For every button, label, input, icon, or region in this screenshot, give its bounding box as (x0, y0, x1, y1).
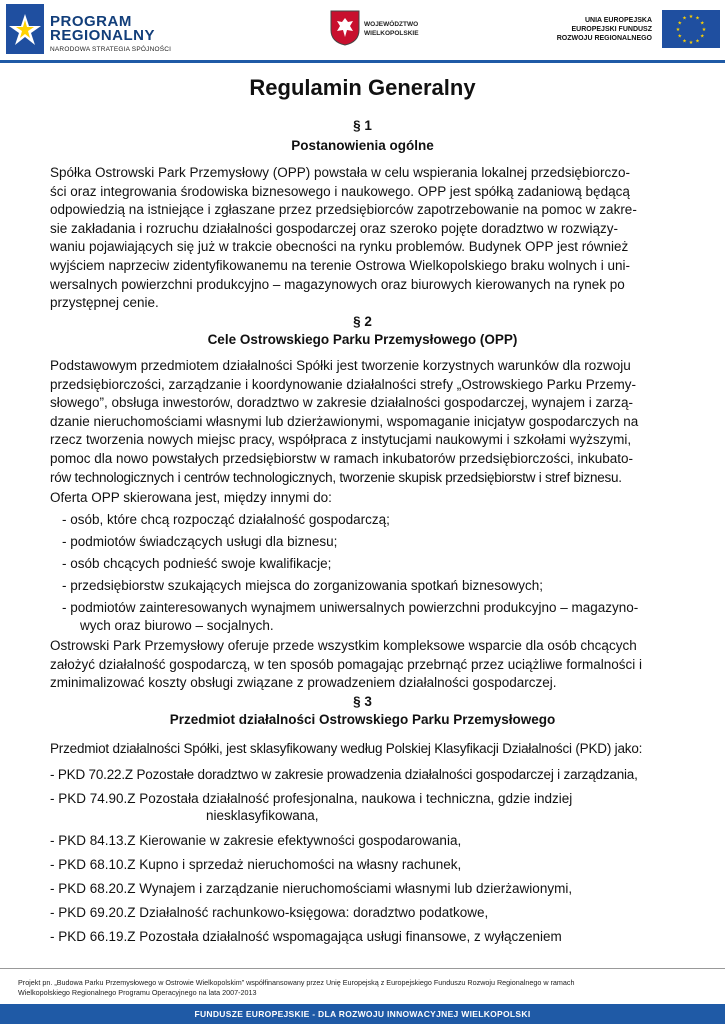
text-line: Ostrowski Park Przemysłowy oferuje przede wszystkim kompleksowe wsparcie dla osób chcących (50, 638, 637, 653)
pkd-item: - PKD 84.13.Z Kierowanie w zakresie efektywności gospodarowania, (50, 833, 462, 848)
svg-text:★: ★ (675, 27, 681, 33)
pkd-item: - PKD 68.10.Z Kupno i sprzedaż nieruchomości na własny rachunek, (50, 857, 462, 872)
eu-label-line1: UNIA EUROPEJSKA (584, 17, 652, 24)
list-item: - osób chcących podnieść swoje kwalifikacje; (62, 556, 332, 571)
pkd-item: - PKD 66.19.Z Pozostała działalność wspomagająca usługi finansowe, z wyłączeniem (50, 929, 562, 944)
text-line: Spółka Ostrowski Park Przemysłowy (OPP) powstała w celu wspierania lokalnej przedsiębiorczo- (50, 165, 630, 180)
offer-intro: Oferta OPP skierowana jest, między innymi do: (50, 490, 332, 505)
wojewodztwo-label-line2: WIELKOPOLSKIE (364, 30, 419, 37)
eagle-shield-icon (330, 10, 360, 46)
footer-note (18, 978, 708, 998)
section-1-heading: Postanowienia ogólne (291, 138, 434, 153)
section-1-number: § 1 (353, 118, 372, 133)
list-item: - podmiotów świadczących usługi dla biznesu; (62, 534, 338, 549)
text-line: wyjściem naprzeciw zidentyfikowanemu na terenie Ostrowa Wielkopolskiego braku wolnych i uni- (50, 257, 630, 273)
text-line: waniu pojawiających się już w trakcie obecności na rynku problemów. Budynek OPP jest również (50, 239, 629, 255)
section-2-heading: Cele Ostrowskiego Parku Przemysłowego (OPP) (207, 332, 518, 347)
text-line: przystępnej cenie. (50, 295, 159, 311)
header-divider (0, 60, 725, 63)
svg-text:★: ★ (688, 14, 694, 20)
text-line: słowego”, obsługa inwestorów, doradztwo w zakresie działalności gospodarczej, wynajem i zarzą- (50, 395, 634, 411)
text-line: rzecz tworzenia nowych miejsc pracy, współpraca z instytucjami naukowymi i szkołami wyższymi, (50, 432, 632, 448)
pkd-item: - PKD 70.22.Z Pozostałe doradztwo w zakresie prowadzenia działalności gospodarczej i zarządzania, (50, 767, 638, 782)
program-regionalny-logo (6, 4, 196, 56)
svg-text:★: ★ (677, 20, 682, 27)
text-line: wersalnych powierzchni produkcyjno – magazynowych oraz biurowych kierowanych na rynek po (50, 276, 625, 292)
svg-text:★: ★ (682, 38, 687, 45)
pkd-item: - PKD 68.20.Z Wynajem i zarządzanie nieruchomościami własnymi lub dzierżawionymi, (50, 881, 573, 896)
wojewodztwo-label-line1: WOJEWÓDZTWO (364, 21, 419, 28)
text-line: dzanie nieruchomościami własnymi lub dzierżawionymi, wspomaganie inicjatyw gospodarczych na (50, 413, 639, 429)
page-title: Regulamin Generalny (249, 75, 476, 100)
text-line: pomoc dla nowo powstałych przedsiębiorstw w ramach inkubatorów przedsiębiorczości, inkubato- (50, 450, 634, 466)
section-2-closing-paragraph (50, 637, 682, 693)
svg-text:★: ★ (682, 15, 687, 22)
text-line: zminimalizować koszty obsługi związane z prowadzeniem działalności gospodarczej. (50, 675, 557, 691)
svg-text:★: ★ (701, 27, 707, 33)
list-item: - osób, które chcą rozpocząć działalność gospodarczą; (62, 512, 390, 527)
text-line: przedsiębiorczości, zarządzanie i koordynowanie działalności strefy „Ostrowskiego Parku Przemy- (50, 376, 636, 392)
section-2-paragraph (50, 357, 682, 487)
section-2-number: § 2 (353, 314, 372, 329)
svg-text:★: ★ (695, 15, 700, 22)
eu-label-line2: EUROPEJSKI FUNDUSZ (571, 26, 652, 33)
program-subtitle: NARODOWA STRATEGIA SPÓJNOŚCI (50, 46, 172, 53)
svg-text:★: ★ (700, 20, 705, 27)
program-title-line1: PROGRAM (50, 13, 132, 30)
pkd-item-continuation: niesklasyfikowana, (206, 808, 319, 823)
text-line: Podstawowym przedmiotem działalności Spółki jest tworzenie korzystnych warunków dla rozwoju (50, 358, 631, 373)
footer-divider (0, 968, 725, 969)
list-item-continuation: wych oraz biurowo – socjalnych. (80, 618, 274, 633)
list-item: - podmiotów zainteresowanych wynajmem uniwersalnych powierzchni produkcyjno – magazyno- (62, 600, 639, 615)
eu-flag-icon (662, 10, 720, 48)
section-1-paragraph (50, 164, 682, 313)
wojewodztwo-logo (330, 10, 450, 50)
section-3-number: § 3 (353, 694, 372, 709)
footer-note-line1: Projekt pn. „Budowa Parku Przemysłowego w Ostrowie Wielkopolskim” współfinansowany przez Unię Europejską z Europejskiego Funduszu Rozwoju Regionalnego w ramach (18, 978, 575, 987)
svg-text:★: ★ (695, 38, 700, 45)
section-3-intro: Przedmiot działalności Spółki, jest sklasyfikowany według Polskiej Klasyfikacji Działalności (PKD) jako: (50, 741, 643, 756)
pkd-item: - PKD 69.20.Z Działalność rachunkowo-księgowa: doradztwo podatkowe, (50, 905, 489, 920)
footer-banner: FUNDUSZE EUROPEJSKIE - DLA ROZWOJU INNOWACYJNEJ WIELKOPOLSKI (0, 1004, 725, 1024)
text-line: odpowiedzią na istniejące i zgłaszane przez przedsiębiorców zapotrzebowanie na pomoc w zakre- (50, 202, 637, 218)
pkd-item: - PKD 74.90.Z Pozostała działalność profesjonalna, naukowa i techniczna, gdzie indziej (50, 791, 573, 806)
eu-logo (556, 10, 720, 50)
text-line: sie zakładania i rozruchu działalności gospodarczej oraz szeroko pojęte doradztwo w rozwiązy- (50, 220, 619, 236)
eu-label-line3: ROZWOJU REGIONALNEGO (556, 35, 652, 42)
text-line: założyć działalność gospodarczą, w ten sposób pomagając przebrnąć przez uciążliwe formalności i (50, 656, 643, 672)
text-line: rów technologicznych i centrów technologicznych, tworzenie skupisk przedsiębiorstw i stref biznesu. (50, 469, 622, 485)
page-header (0, 0, 725, 60)
program-regionalny-star-icon (6, 4, 44, 54)
svg-text:★: ★ (677, 33, 682, 40)
section-3-heading: Przedmiot działalności Ostrowskiego Parku Przemysłowego (169, 712, 556, 727)
program-title-line2: REGIONALNY (50, 27, 156, 44)
text-line: ści oraz integrowania środowiska biznesowego i naukowego. OPP jest spółką zadaniową będącą (50, 183, 630, 199)
svg-text:★: ★ (700, 33, 705, 40)
list-item: - przedsiębiorstw szukających miejsca do zorganizowania spotkań biznesowych; (62, 578, 543, 593)
footer-note-line2: Wielkopolskiego Regionalnego Programu Operacyjnego na lata 2007-2013 (18, 988, 257, 997)
svg-text:★: ★ (688, 40, 694, 46)
